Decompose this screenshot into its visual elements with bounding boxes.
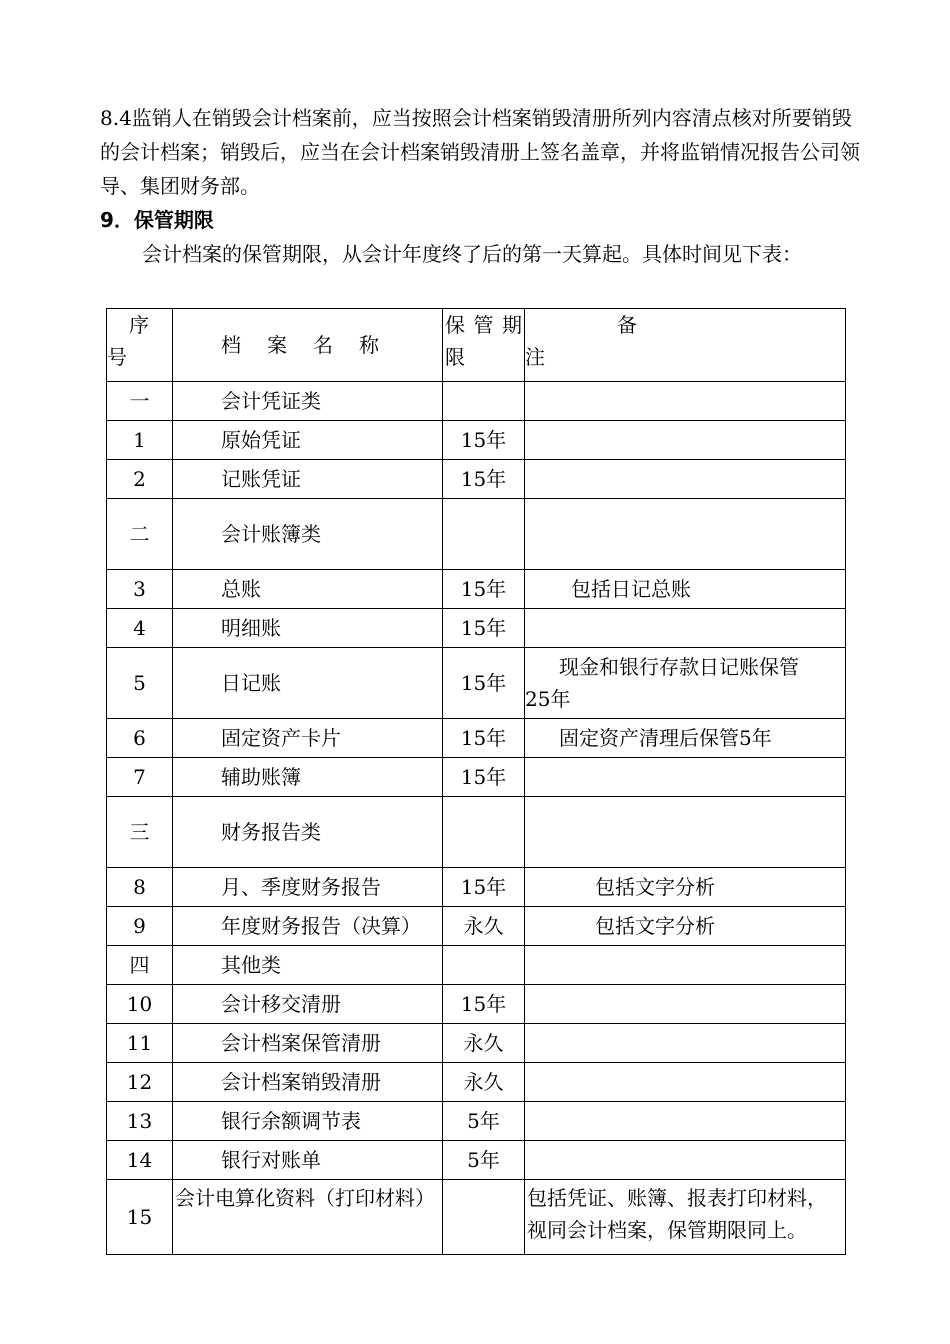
row-period: 15年 [443, 609, 525, 648]
row-period: 永久 [443, 1063, 525, 1102]
table-row [107, 719, 846, 758]
row-no: 10 [107, 985, 173, 1024]
row-name: 会计移交清册 [173, 985, 443, 1024]
paragraph-supervision: 8.4监销人在销毁会计档案前，应当按照会计档案销毁清册所列内容清点核对所要销毁的会计档案；销毁后，应当在会计档案销毁清册上签名盖章，并将监销情况报告公司领导、集团财务部。 [100, 106, 860, 198]
row-remark: 固定资产清理后保管5年 [525, 719, 846, 758]
row-no: 8 [107, 868, 173, 907]
row-no: 三 [107, 797, 173, 868]
row-no: 2 [107, 460, 173, 499]
row-no: 11 [107, 1024, 173, 1063]
table-row [107, 382, 846, 421]
row-remark [525, 1141, 846, 1180]
row-name: 原始凭证 [173, 421, 443, 460]
row-no: 5 [107, 648, 173, 719]
row-period [443, 797, 525, 868]
row-period: 15年 [443, 985, 525, 1024]
row-remark [525, 1102, 846, 1141]
table-row [107, 1102, 846, 1141]
row-period: 15年 [443, 460, 525, 499]
row-period: 永久 [443, 907, 525, 946]
row-remark: 包括日记总账 [525, 570, 846, 609]
table-row [107, 499, 846, 570]
row-name: 会计档案销毁清册 [173, 1063, 443, 1102]
row-remark [525, 382, 846, 421]
row-remark [525, 499, 846, 570]
row-no: 4 [107, 609, 173, 648]
row-name: 财务报告类 [173, 797, 443, 868]
row-remark [525, 946, 846, 985]
row-period [443, 382, 525, 421]
row-period: 15年 [443, 421, 525, 460]
table-row [107, 868, 846, 907]
row-name: 银行余额调节表 [173, 1102, 443, 1141]
row-name: 总账 [173, 570, 443, 609]
header-period: 保管期限 [443, 309, 525, 382]
row-no: 二 [107, 499, 173, 570]
table-row [107, 758, 846, 797]
row-name: 明细账 [173, 609, 443, 648]
row-remark: 现金和银行存款日记账保管 25年 [525, 648, 846, 719]
table-row [107, 609, 846, 648]
row-no: 13 [107, 1102, 173, 1141]
header-name: 档案名称 [173, 309, 443, 382]
table-row [107, 797, 846, 868]
row-remark [525, 985, 846, 1024]
row-name: 日记账 [173, 648, 443, 719]
header-remark: 备 注 [525, 309, 846, 382]
row-period: 15年 [443, 719, 525, 758]
table-row [107, 1024, 846, 1063]
row-no: 1 [107, 421, 173, 460]
table-header-row [107, 309, 846, 382]
row-name: 会计电算化资料（打印材料） [173, 1180, 443, 1255]
row-remark [525, 1063, 846, 1102]
table-row [107, 1141, 846, 1180]
row-no: 7 [107, 758, 173, 797]
row-no: 3 [107, 570, 173, 609]
row-name: 会计账簿类 [173, 499, 443, 570]
row-name: 银行对账单 [173, 1141, 443, 1180]
row-remark [525, 460, 846, 499]
row-remark: 包括凭证、账簿、报表打印材料，视同会计档案，保管期限同上。 [525, 1180, 846, 1255]
row-period: 5年 [443, 1102, 525, 1141]
row-name: 月、季度财务报告 [173, 868, 443, 907]
retention-table [106, 308, 846, 1255]
row-no: 15 [107, 1180, 173, 1255]
row-name: 辅助账簿 [173, 758, 443, 797]
row-period: 15年 [443, 570, 525, 609]
row-period: 5年 [443, 1141, 525, 1180]
table-row [107, 1063, 846, 1102]
row-name: 年度财务报告（决算） [173, 907, 443, 946]
table-row [107, 648, 846, 719]
row-remark: 包括文字分析 [525, 907, 846, 946]
row-period: 永久 [443, 1024, 525, 1063]
row-name: 会计凭证类 [173, 382, 443, 421]
table-row [107, 985, 846, 1024]
row-no: 14 [107, 1141, 173, 1180]
row-no: 一 [107, 382, 173, 421]
row-remark [525, 758, 846, 797]
paragraph-retention-intro: 会计档案的保管期限，从会计年度终了后的第一天算起。具体时间见下表： [142, 242, 802, 266]
row-name: 会计档案保管清册 [173, 1024, 443, 1063]
row-name: 固定资产卡片 [173, 719, 443, 758]
row-period: 15年 [443, 868, 525, 907]
row-period [443, 499, 525, 570]
header-no: 序 号 [107, 309, 173, 382]
table-row [107, 570, 846, 609]
row-remark: 包括文字分析 [525, 868, 846, 907]
table-row [107, 1180, 846, 1255]
section-heading: 9．保管期限 [100, 208, 214, 232]
row-remark [525, 1024, 846, 1063]
row-period: 15年 [443, 648, 525, 719]
table-row [107, 460, 846, 499]
row-no: 6 [107, 719, 173, 758]
row-name: 记账凭证 [173, 460, 443, 499]
row-period: 15年 [443, 758, 525, 797]
row-remark [525, 421, 846, 460]
row-remark [525, 609, 846, 648]
row-name: 其他类 [173, 946, 443, 985]
table-row [107, 907, 846, 946]
table-row [107, 421, 846, 460]
row-no: 四 [107, 946, 173, 985]
row-remark [525, 797, 846, 868]
table-row [107, 946, 846, 985]
row-no: 9 [107, 907, 173, 946]
row-period [443, 946, 525, 985]
row-period [443, 1180, 525, 1255]
row-no: 12 [107, 1063, 173, 1102]
